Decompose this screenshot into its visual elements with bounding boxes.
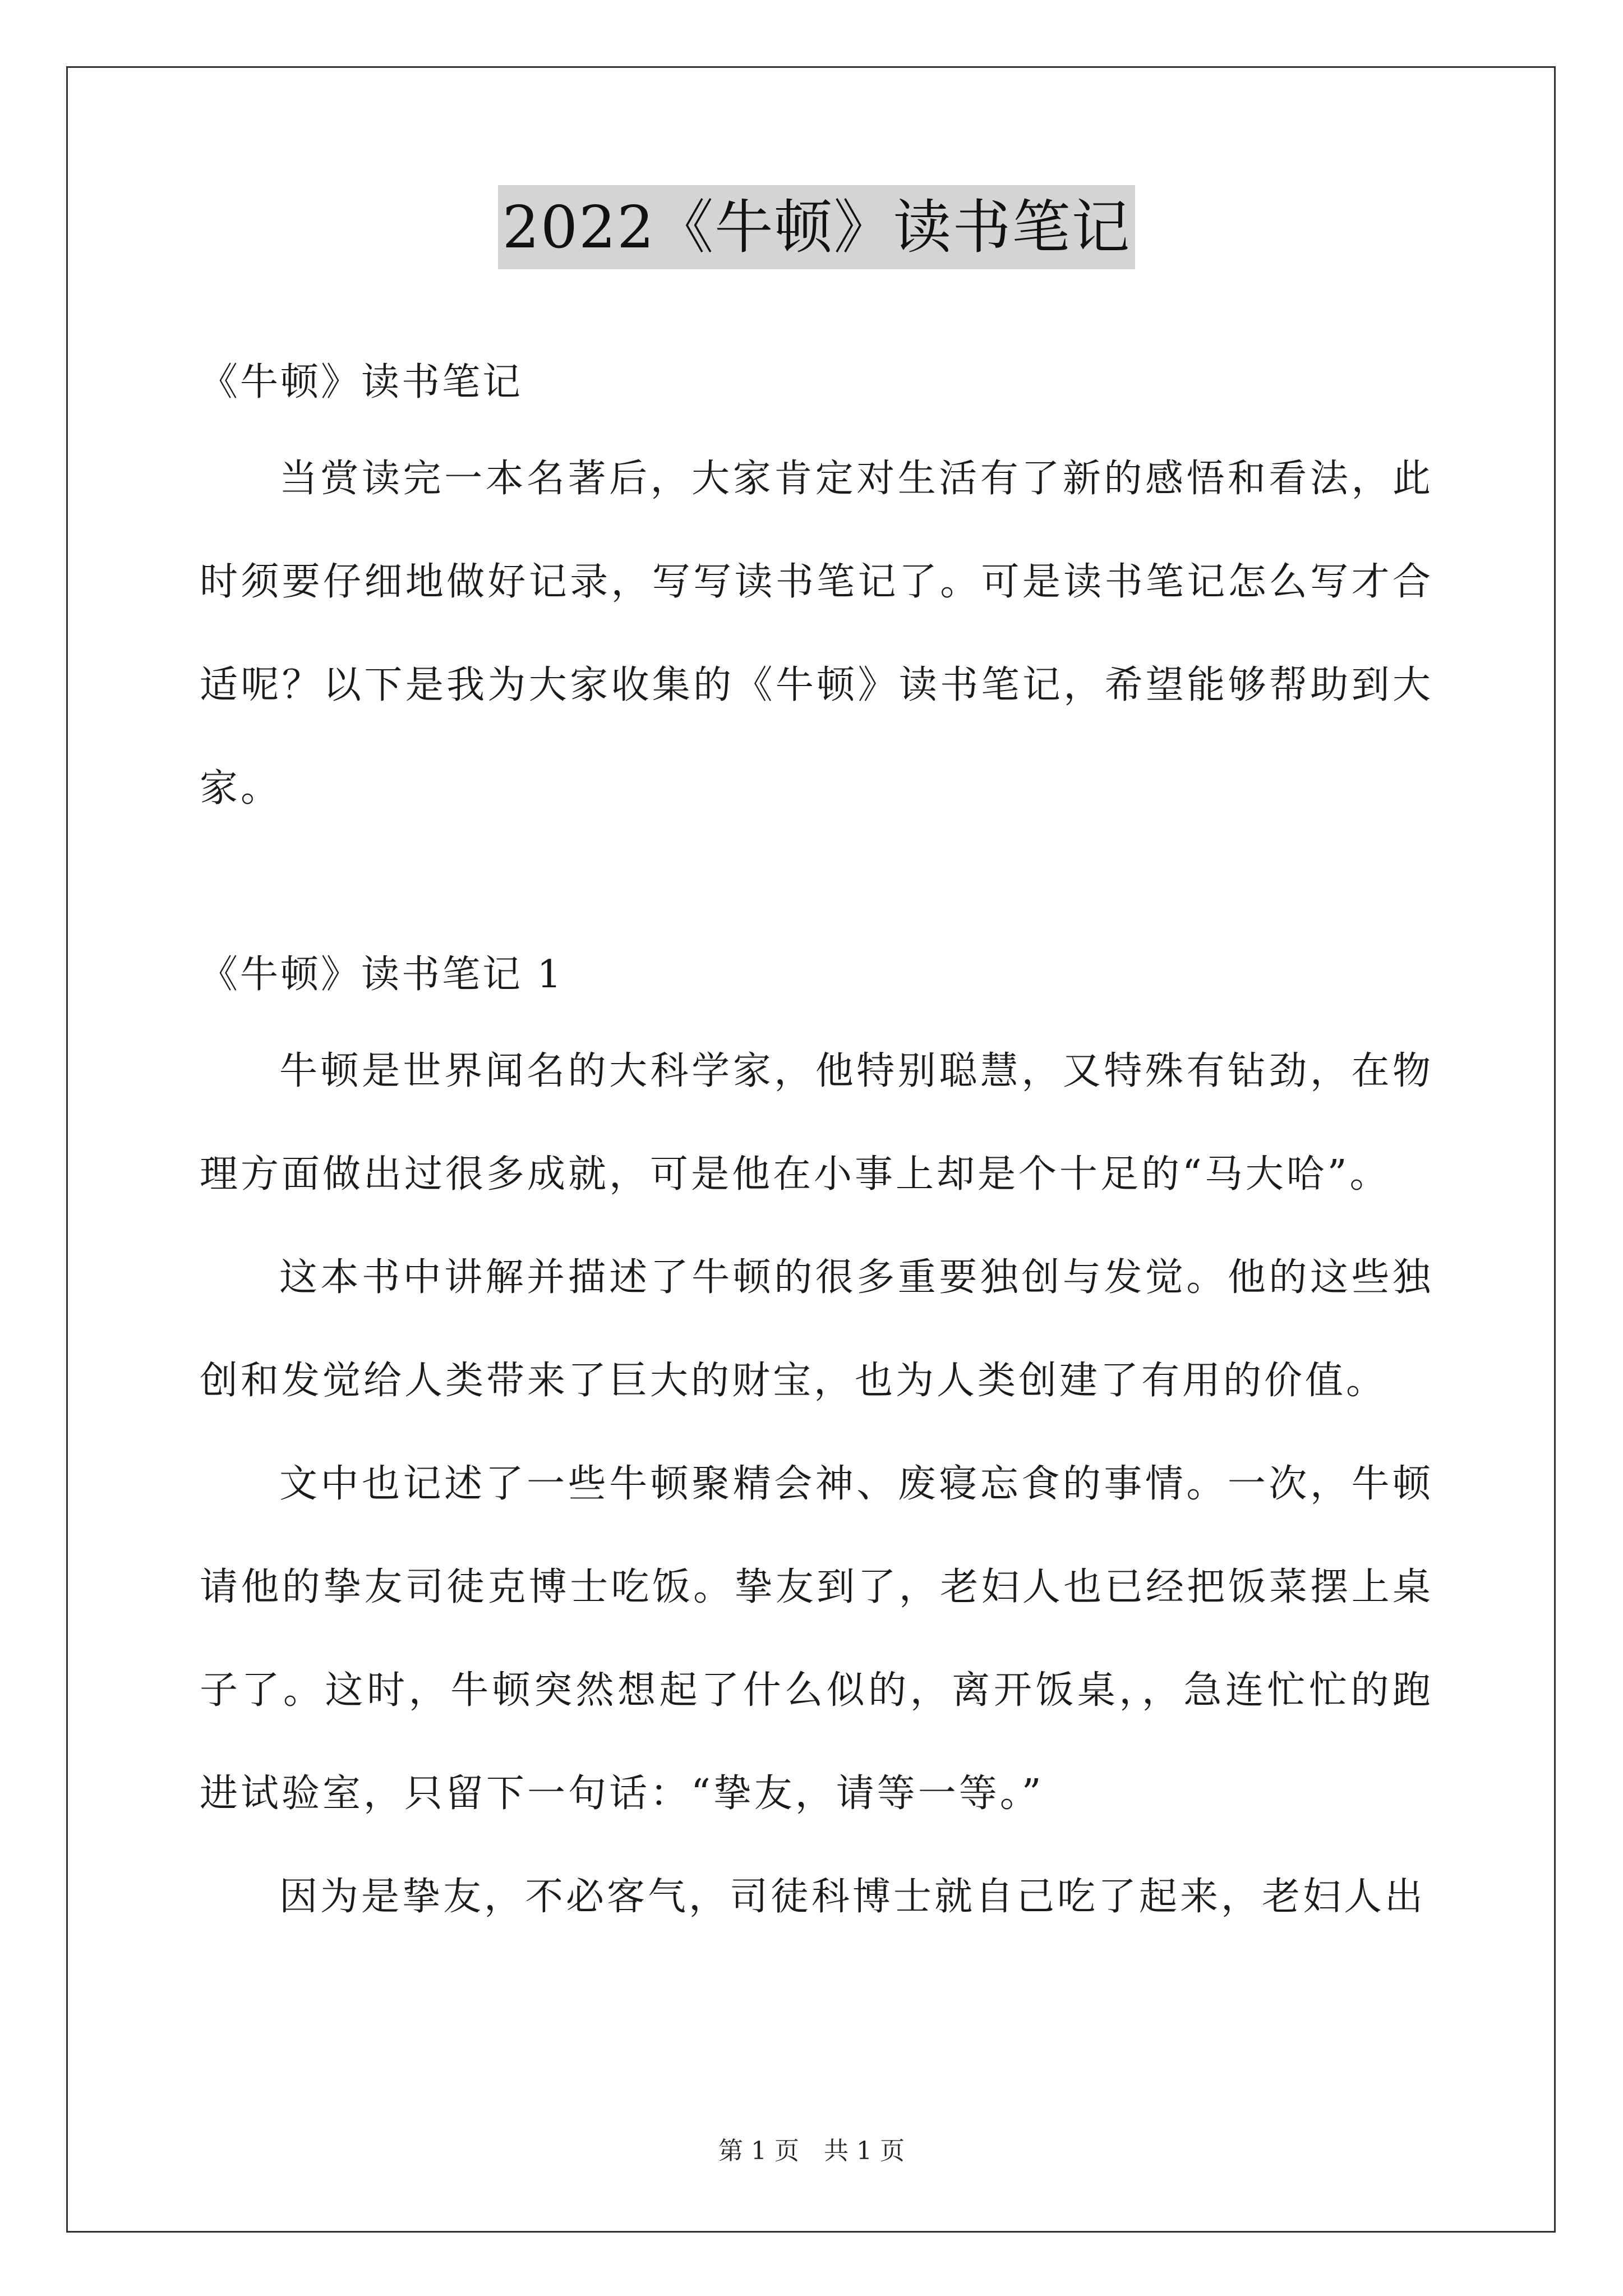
section-heading: 《牛顿》读书笔记 1 <box>200 953 564 997</box>
document-body <box>200 185 1433 1949</box>
section-spacer <box>200 840 1433 930</box>
title-container <box>200 185 1433 269</box>
paragraph: 文中也记述了一些牛顿聚精会神、废寝忘食的事情。一次，牛顿请他的挚友司徒克博士吃饭。挚友到了，老妇人也已经把饭菜摆上桌子了。这时，牛顿突然想起了什么似的，离开饭桌，，急连忙忙的跑进试验室，只留下一句话：“挚友，请等一等。” <box>200 1462 1433 1816</box>
paragraph: 这本书中讲解并描述了牛顿的很多重要独创与发觉。他的这些独创和发觉给人类带来了巨大的财宝，也为人类创建了有用的价值。 <box>200 1255 1433 1403</box>
paragraph: 牛顿是世界闻名的大科学家，他特别聪慧，又特殊有钻劲，在物理方面做出过很多成就，可是他在小事上却是个十足的“马大哈”。 <box>200 1049 1433 1197</box>
paragraph: 因为是挚友，不必客气，司徒科博士就自己吃了起来，老妇人出 <box>279 1875 1426 1919</box>
page-number: 第 1 页 <box>718 2137 799 2165</box>
page-footer <box>0 2134 1623 2168</box>
intro-paragraph: 当赏读完一本名著后，大家肯定对生活有了新的感悟和看法，此时须要仔细地做好记录，写写读书笔记了。可是读书笔记怎么写才合适呢？以下是我为大家收集的《牛顿》读书笔记，希望能够帮助到大家。 <box>200 457 1433 811</box>
document-title: 2022《牛顿》读书笔记 <box>498 185 1136 269</box>
page-total: 共 1 页 <box>824 2137 905 2165</box>
intro-heading: 《牛顿》读书笔记 <box>200 360 523 404</box>
